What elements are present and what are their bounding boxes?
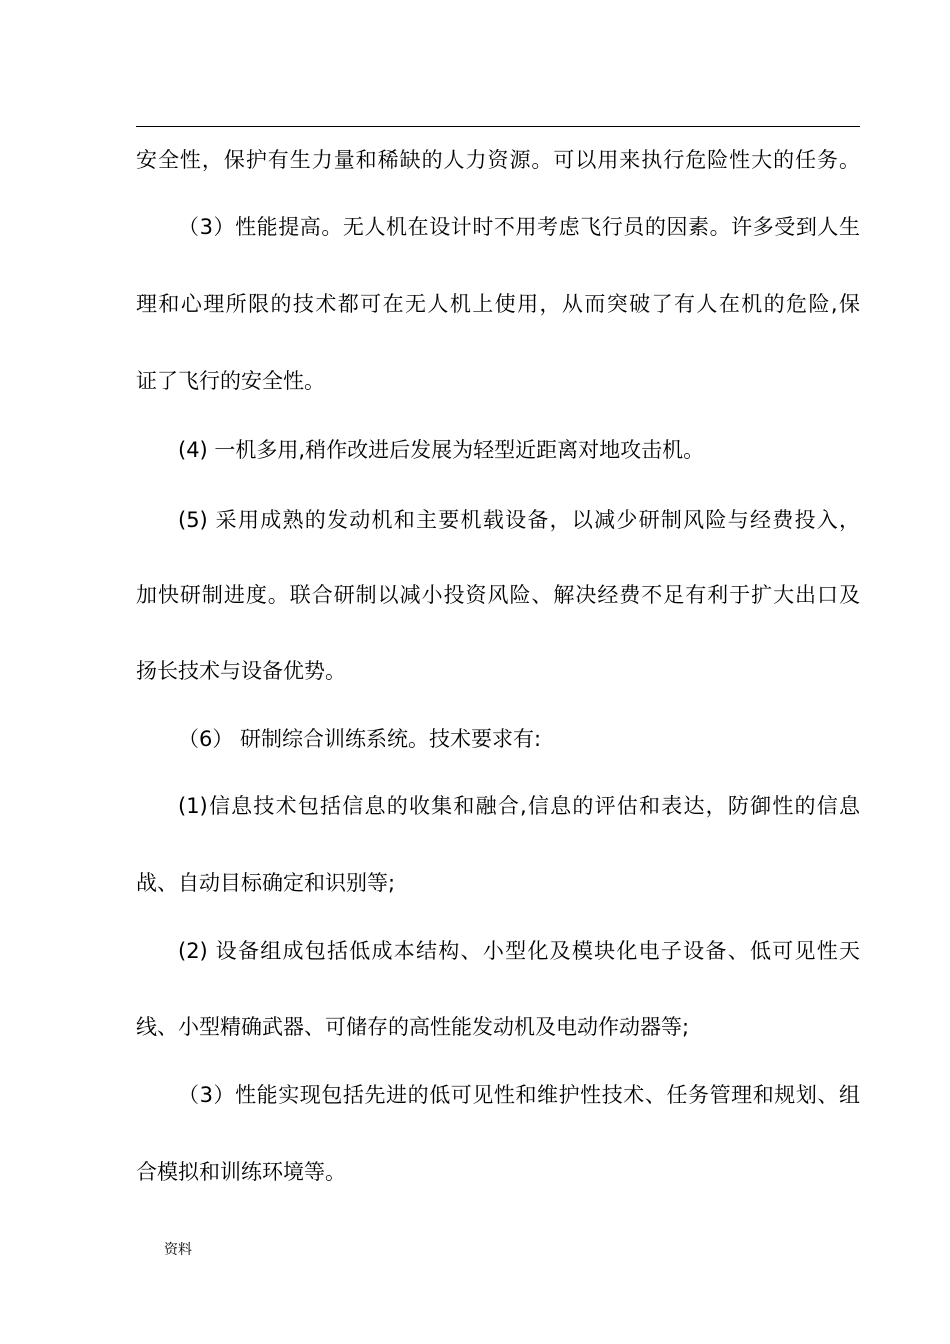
text-line-7: 加快研制进度。联合研制以减小投资风险、解决经费不足有利于扩大出口及: [136, 583, 860, 607]
text-line-5: (4) 一机多用,稍作改进后发展为轻型近距离对地攻击机。: [178, 438, 705, 462]
text-line-12: (2) 设备组成包括低成本结构、小型化及模块化电子设备、低可见性天: [178, 939, 860, 963]
text-line-2: （3）性能提高。无人机在设计时不用考虑飞行员的因素。许多受到人生: [178, 215, 860, 239]
header-rule: [136, 126, 860, 127]
text-line-10: (1)信息技术包括信息的收集和融合,信息的评估和表达，防御性的信息: [178, 794, 860, 818]
text-line-14: （3）性能实现包括先进的低可见性和维护性技术、任务管理和规划、组: [178, 1083, 860, 1107]
text-line-9: （6） 研制综合训练系统。技术要求有:: [178, 727, 542, 751]
text-line-3: 理和心理所限的技术都可在无人机上使用，从而突破了有人在机的危险,保: [136, 292, 860, 316]
text-line-4: 证了飞行的安全性。: [136, 369, 325, 393]
page-footer: 资料: [164, 1242, 192, 1258]
text-line-8: 扬长技术与设备优势。: [136, 659, 346, 683]
text-line-6: (5) 采用成熟的发动机和主要机载设备，以减少研制风险与经费投入，: [178, 508, 860, 532]
text-line-13: 线、小型精确武器、可储存的高性能发动机及电动作动器等;: [136, 1015, 690, 1039]
text-line-11: 战、自动目标确定和识别等;: [136, 871, 396, 895]
text-line-1: 安全性，保护有生力量和稀缺的人力资源。可以用来执行危险性大的任务。: [136, 148, 860, 172]
text-line-15: 合模拟和训练环境等。: [136, 1160, 346, 1184]
